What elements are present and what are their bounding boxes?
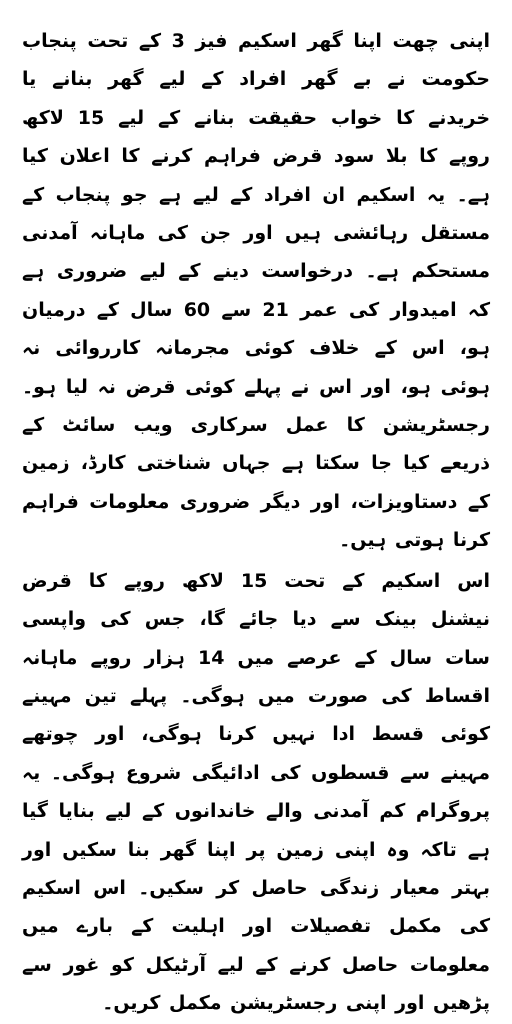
article-paragraph-1: اپنی چھت اپنا گھر اسکیم فیز 3 کے تحت پنجاب حکومت نے بے گھر افراد کے لیے گھر بنانے یا خریدنے کا خواب حقیقت بنانے کے لیے 15 لاکھ روپے کا بلا سود قرض فراہم کرنے کا اعلان کیا ہے۔ یہ اسکیم ان افراد کے لیے ہے جو پنجاب کے مستقل رہائشی ہیں اور جن کی ماہانہ آمدنی مستحکم ہے۔ درخواست دینے کے لیے ضروری ہے کہ امیدوار کی عمر 21 سے 60 سال کے درمیان ہو، اس کے خلاف کوئی مجرمانہ کارروائی نہ ہوئی ہو، اور اس نے پہلے کوئی قرض نہ لیا ہو۔ رجسٹریشن کا عمل سرکاری ویب سائٹ کے ذریعے کیا جا سکتا ہے جہاں شناختی کارڈ، زمین کے دستاویزات، اور دیگر ضروری معلومات فراہم کرنا ہوتی ہیں۔ — [22, 30, 491, 552]
article-paragraph-2: اس اسکیم کے تحت 15 لاکھ روپے کا قرض نیشنل بینک سے دیا جائے گا، جس کی واپسی سات سال کے عرصے میں 14 ہزار روپے ماہانہ اقساط کی صورت میں ہوگی۔ پہلے تین مہینے کوئی قسط ادا نہیں کرنا ہوگی، اور چوتھے مہینے سے قسطوں کی ادائیگی شروع ہوگی۔ یہ پروگرام کم آمدنی والے خاندانوں کے لیے بنایا گیا ہے تاکہ وہ اپنی زمین پر اپنا گھر بنا سکیں اور بہتر معیار زندگی حاصل کر سکیں۔ اس اسکیم کی مکمل تفصیلات اور اہلیت کے بارے میں معلومات حاصل کرنے کے لیے آرٹیکل کو غور سے پڑھیں اور اپنی رجسٹریشن مکمل کریں۔ — [22, 569, 490, 1015]
